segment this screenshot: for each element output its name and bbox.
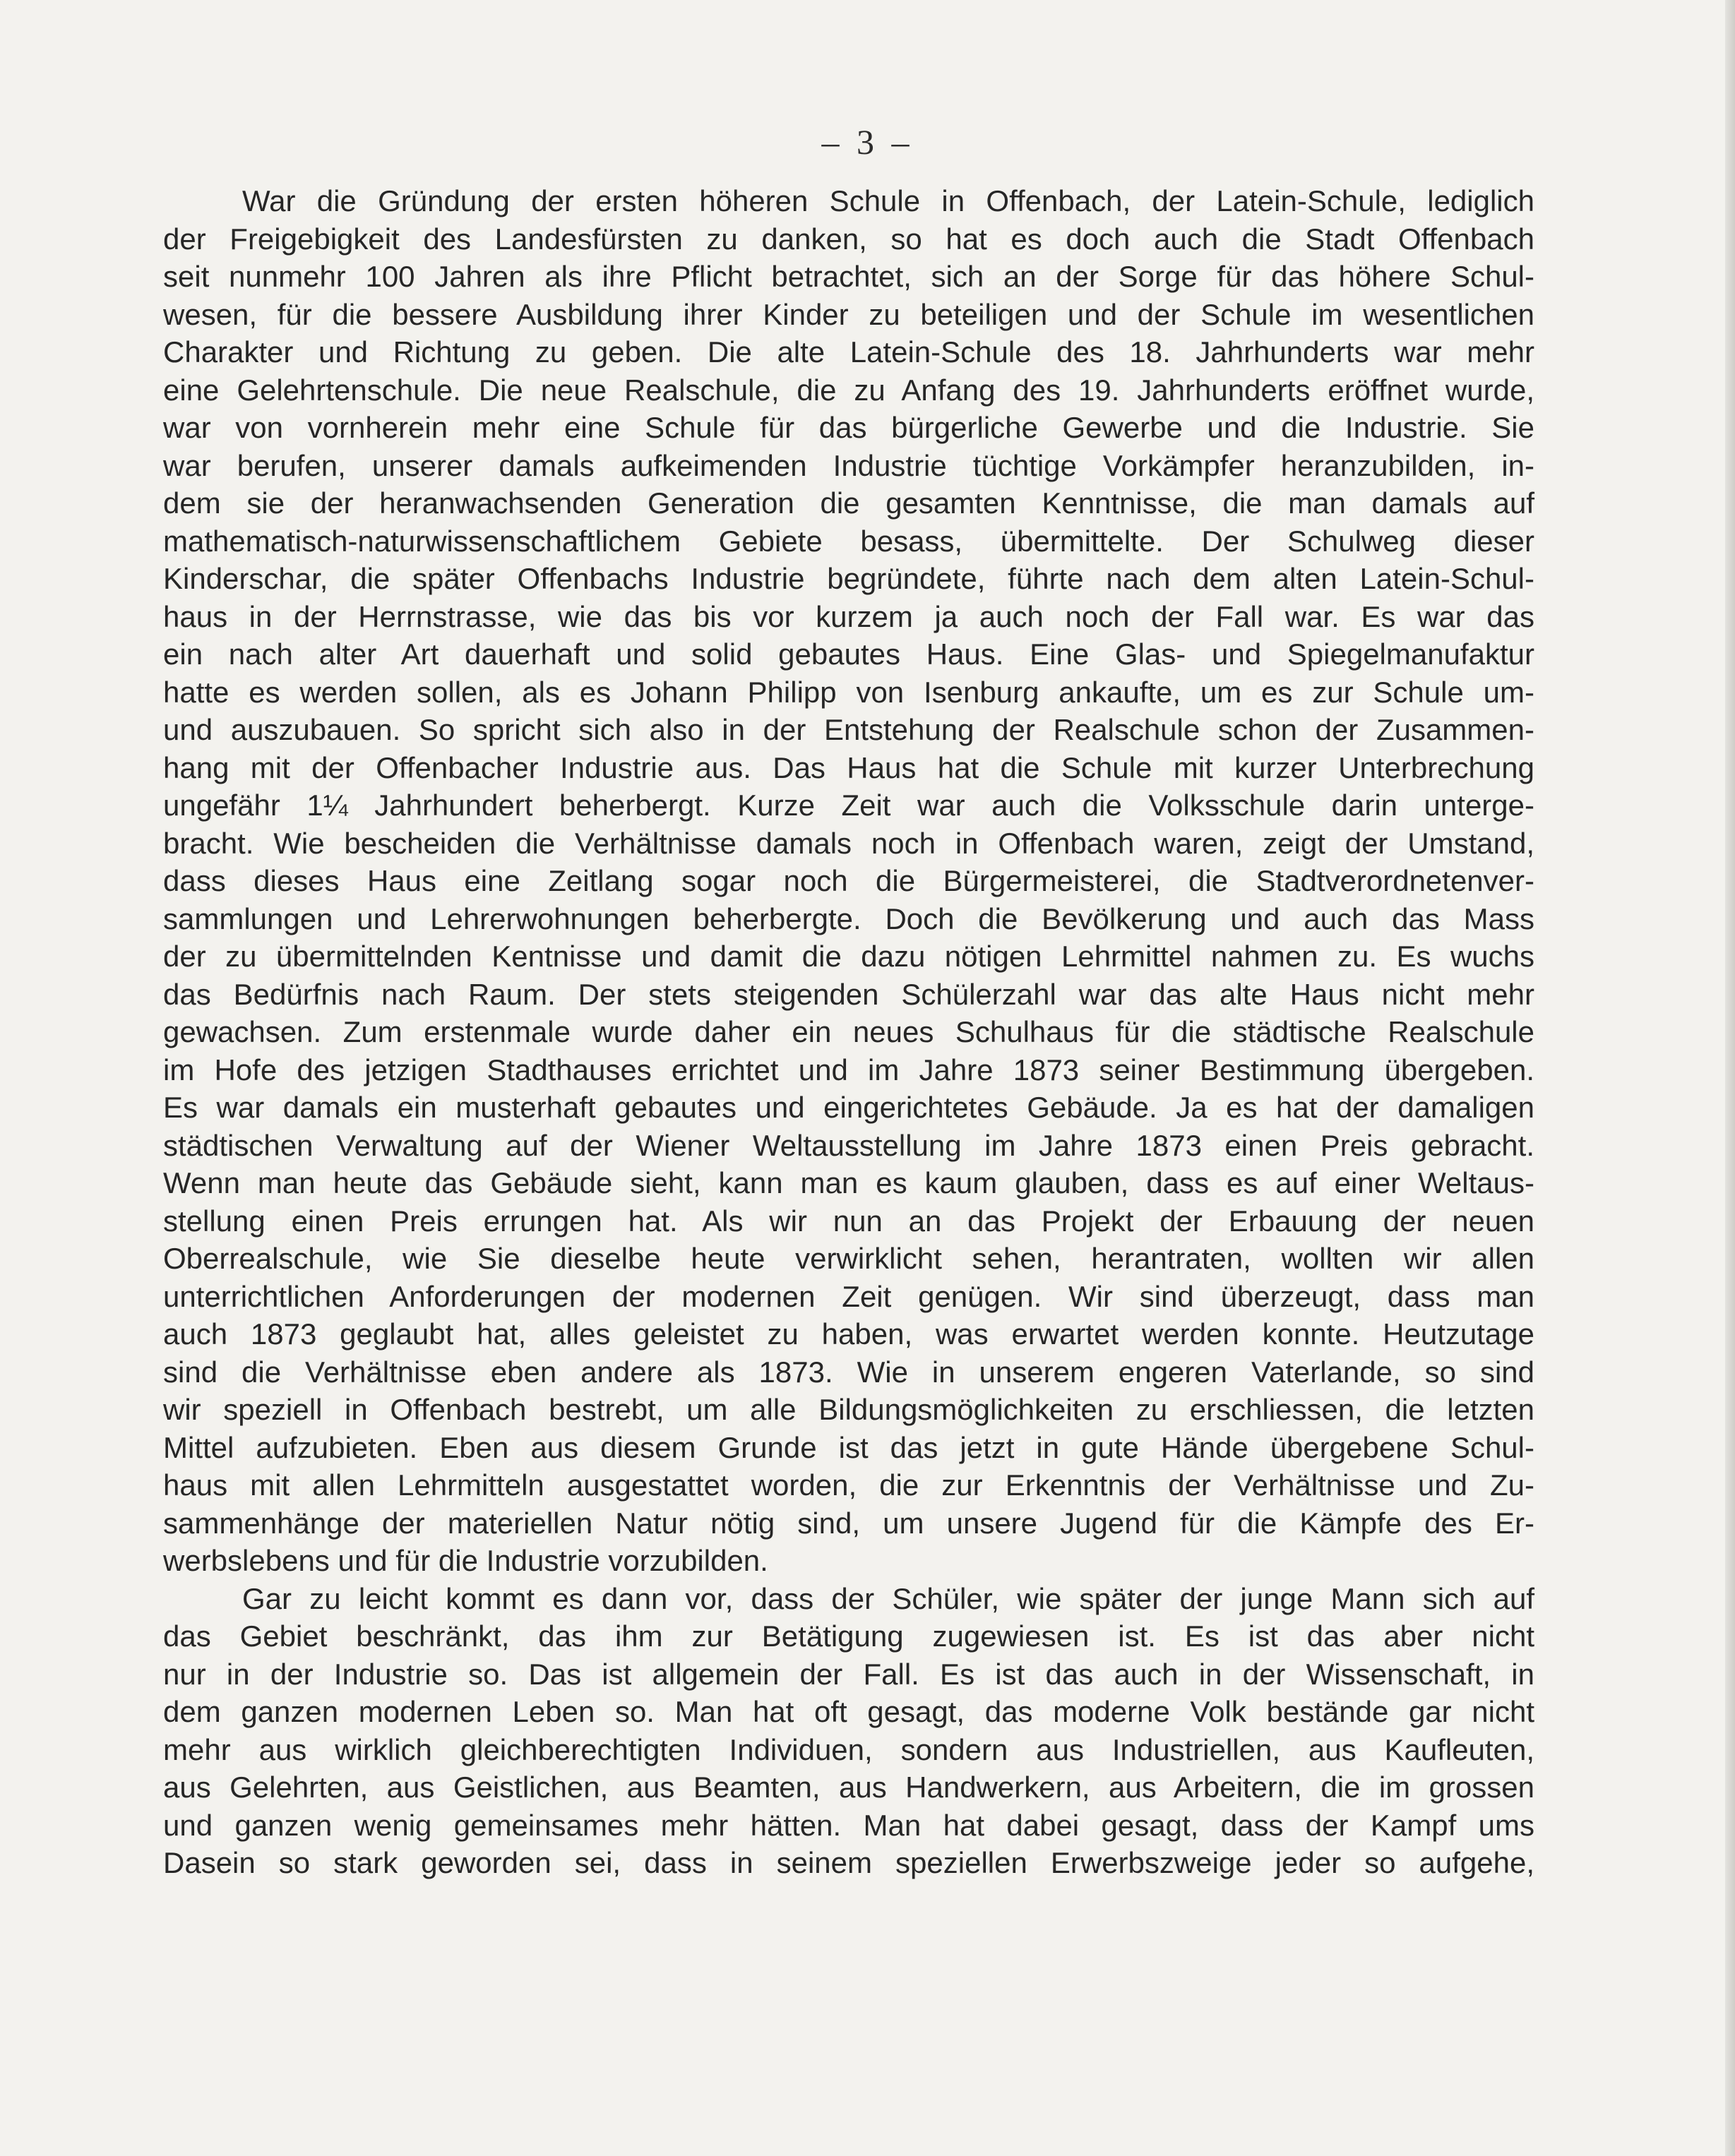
text-line: auch 1873 geglaubt hat, alles geleistet zu haben, was erwartet werden konnte. Heutzutage	[163, 1317, 1534, 1351]
paragraph-1	[163, 182, 1534, 1580]
text-line: War die Gründung der ersten höheren Schule in Offenbach, der Latein-Schule, lediglich	[242, 184, 1534, 217]
text-line: Kinderschar, die später Offenbachs Industrie begründete, führte nach dem alten Latein-Schul-	[163, 562, 1534, 595]
text-line: Mittel aufzubieten. Eben aus diesem Grunde ist das jetzt in gute Hände übergebene Schul-	[163, 1430, 1534, 1464]
text-line: und ganzen wenig gemeinsames mehr hätten. Man hat dabei gesagt, dass der Kampf ums	[163, 1808, 1534, 1842]
text-line: stellung einen Preis errungen hat. Als wir nun an das Projekt der Erbauung der neuen	[163, 1204, 1534, 1238]
text-line: der zu übermittelnden Kentnisse und damit die dazu nötigen Lehrmittel nahmen zu. Es wuchs	[163, 940, 1534, 973]
text-line: bracht. Wie bescheiden die Verhältnisse damals noch in Offenbach waren, zeigt der Umstand,	[163, 826, 1534, 860]
text-line: Oberrealschule, wie Sie dieselbe heute verwirklicht sehen, herantraten, wollten wir allen	[163, 1242, 1534, 1275]
text-line: mehr aus wirklich gleichberechtigten Individuen, sondern aus Industriellen, aus Kaufleuten,	[163, 1732, 1534, 1766]
text-line: nur in der Industrie so. Das ist allgemein der Fall. Es ist das auch in der Wissenschaft, in	[163, 1657, 1534, 1691]
text-line: Dasein so stark geworden sei, dass in seinem speziellen Erwerbszweige jeder so aufgehe,	[163, 1846, 1534, 1879]
text-line: im Hofe des jetzigen Stadthauses errichtet und im Jahre 1873 seiner Bestimmung übergeben.	[163, 1053, 1534, 1086]
text-line: war von vornherein mehr eine Schule für das bürgerliche Gewerbe und die Industrie. Sie	[163, 411, 1534, 444]
text-line: haus mit allen Lehrmitteln ausgestattet worden, die zur Erkenntnis der Verhältnisse und Zu-	[163, 1468, 1534, 1502]
text-line: gewachsen. Zum erstenmale wurde daher ein neues Schulhaus für die städtische Realschule	[163, 1015, 1534, 1048]
text-line: aus Gelehrten, aus Geistlichen, aus Beamten, aus Handwerkern, aus Arbeitern, die im grossen	[163, 1771, 1534, 1804]
text-line: dem sie der heranwachsenden Generation die gesamten Kenntnisse, die man damals auf	[163, 486, 1534, 520]
text-line: war berufen, unserer damals aufkeimenden Industrie tüchtige Vorkämpfer heranzubilden, in-	[163, 448, 1534, 482]
page-number: – 3 –	[821, 122, 914, 162]
paragraph-2	[163, 1580, 1534, 1882]
text-line: Charakter und Richtung zu geben. Die alte Latein-Schule des 18. Jahrhunderts war mehr	[163, 335, 1534, 369]
text-line: sind die Verhältnisse eben andere als 1873. Wie in unserem engeren Vaterlande, so sind	[163, 1355, 1534, 1389]
text-line: unterrichtlichen Anforderungen der modernen Zeit genügen. Wir sind überzeugt, dass man	[163, 1279, 1534, 1313]
body-text	[163, 182, 1534, 1882]
text-line: der Freigebigkeit des Landesfürsten zu danken, so hat es doch auch die Stadt Offenbach	[163, 222, 1534, 256]
text-line: Gar zu leicht kommt es dann vor, dass der Schüler, wie später der junge Mann sich auf	[242, 1581, 1534, 1615]
text-line: dem ganzen modernen Leben so. Man hat oft gesagt, das moderne Volk bestände gar nicht	[163, 1695, 1534, 1728]
page-edge-shadow	[1725, 0, 1735, 2156]
text-line: wir speziell in Offenbach bestrebt, um alle Bildungsmöglichkeiten zu erschliessen, die letzten	[163, 1393, 1534, 1426]
text-line: wesen, für die bessere Ausbildung ihrer Kinder zu beteiligen und der Schule im wesentlichen	[163, 297, 1534, 331]
text-line: hatte es werden sollen, als es Johann Philipp von Isenburg ankaufte, um es zur Schule um-	[163, 675, 1534, 709]
text-line: hang mit der Offenbacher Industrie aus. Das Haus hat die Schule mit kurzer Unterbrechung	[163, 750, 1534, 784]
text-line: das Gebiet beschränkt, das ihm zur Betätigung zugewiesen ist. Es ist das aber nicht	[163, 1619, 1534, 1653]
text-line: werbslebens und für die Industrie vorzubilden.	[163, 1544, 768, 1577]
text-line: dass dieses Haus eine Zeitlang sogar noch die Bürgermeisterei, die Stadtverordnetenver-	[163, 864, 1534, 897]
text-line: seit nunmehr 100 Jahren als ihre Pflicht betrachtet, sich an der Sorge für das höhere Schul-	[163, 260, 1534, 293]
text-line: Wenn man heute das Gebäude sieht, kann man es kaum glauben, dass es auf einer Weltaus-	[163, 1166, 1534, 1199]
text-line: mathematisch-naturwissenschaftlichem Gebiete besass, übermittelte. Der Schulweg dieser	[163, 524, 1534, 558]
text-line: haus in der Herrnstrasse, wie das bis vor kurzem ja auch noch der Fall war. Es war das	[163, 599, 1534, 633]
text-line: Es war damals ein musterhaft gebautes und eingerichtetes Gebäude. Ja es hat der damaligen	[163, 1091, 1534, 1124]
text-line: ein nach alter Art dauerhaft und solid gebautes Haus. Eine Glas- und Spiegelmanufaktur	[163, 637, 1534, 671]
text-line: eine Gelehrtenschule. Die neue Realschule, die zu Anfang des 19. Jahrhunderts eröffnet wurde,	[163, 373, 1534, 407]
text-line: sammenhänge der materiellen Natur nötig sind, um unsere Jugend für die Kämpfe des Er-	[163, 1506, 1534, 1540]
text-line: ungefähr 1¼ Jahrhundert beherbergt. Kurze Zeit war auch die Volksschule darin unterge-	[163, 789, 1534, 822]
text-line: sammlungen und Lehrerwohnungen beherbergte. Doch die Bevölkerung und auch das Mass	[163, 902, 1534, 935]
text-line: das Bedürfnis nach Raum. Der stets steigenden Schülerzahl war das alte Haus nicht mehr	[163, 977, 1534, 1011]
text-line: und auszubauen. So spricht sich also in der Entstehung der Realschule schon der Zusammen-	[163, 713, 1534, 746]
text-line: städtischen Verwaltung auf der Wiener Weltausstellung im Jahre 1873 einen Preis gebracht.	[163, 1128, 1534, 1162]
